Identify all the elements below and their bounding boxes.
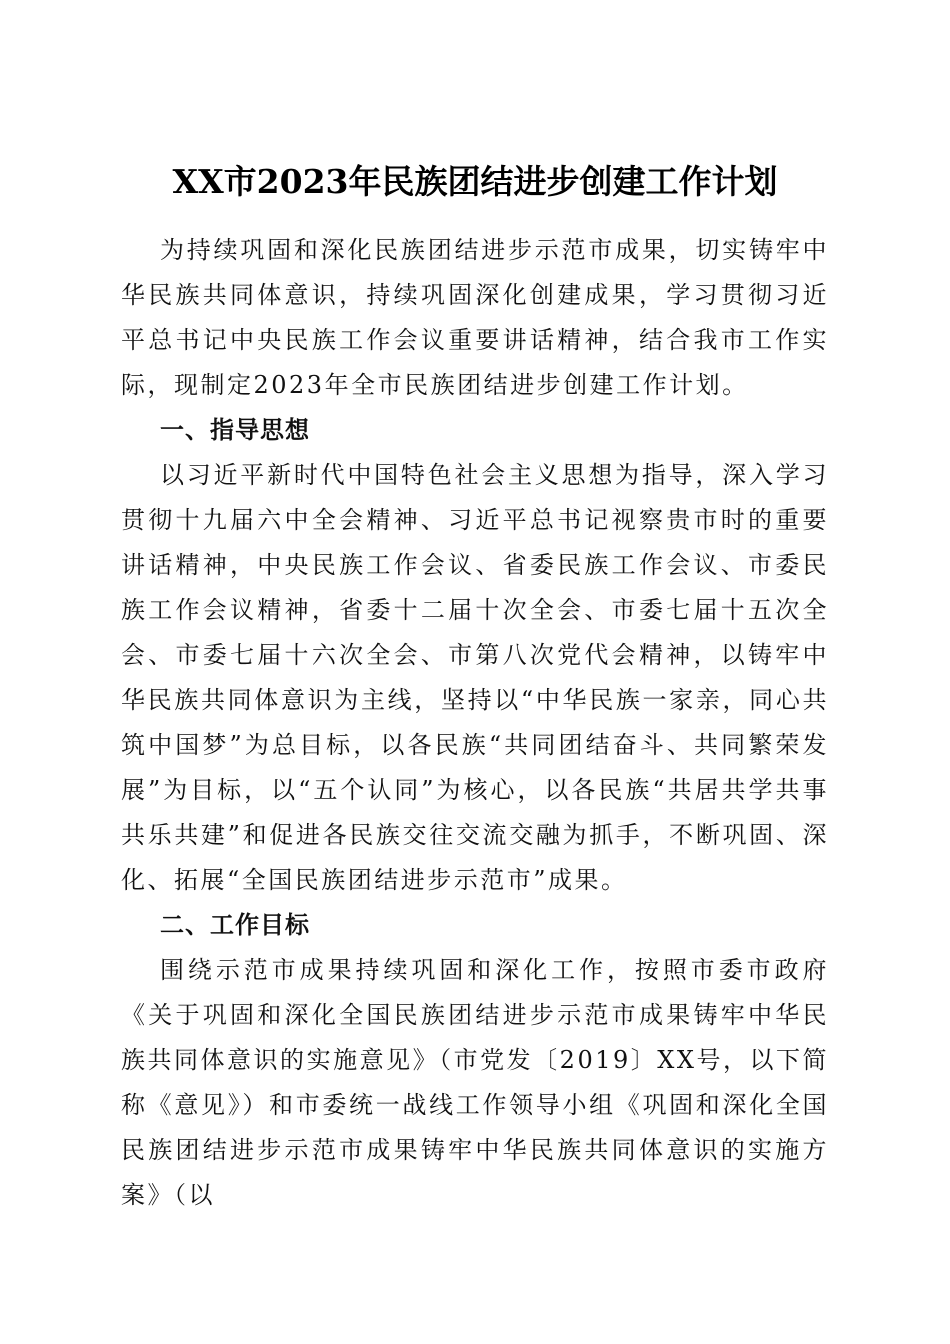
intro-paragraph: 为持续巩固和深化民族团结进步示范市成果，切实铸牢中华民族共同体意识，持续巩固深化创建成果，学习贯彻习近平总书记中央民族工作会议重要讲话精神，结合我市工作实际，现制定2023年全市民族团结进步创建工作计划。 [121, 236, 829, 399]
section-paragraph-work-goals: 围绕示范市成果持续巩固和深化工作，按照市委市政府《关于巩固和深化全国民族团结进步示范市成果铸牢中华民族共同体意识的实施意见》（市党发〔2019〕XX号，以下简称《意见》）和市委统一战线工作领导小组《巩固和深化全国民族团结进步示范市成果铸牢中华民族共同体意识的实施方案》（以 [121, 956, 829, 1209]
document-body [121, 228, 829, 1218]
section-paragraph-guiding-ideology: 以习近平新时代中国特色社会主义思想为指导，深入学习贯彻十九届六中全会精神、习近平总书记视察贵市时的重要讲话精神，中央民族工作会议、省委民族工作会议、市委民族工作会议精神，省委十二届十次全会、市委七届十五次全会、市委七届十六次全会、市第八次党代会精神，以铸牢中华民族共同体意识为主线，坚持以“中华民族一家亲，同心共筑中国梦”为总目标，以各民族“共同团结奋斗、共同繁荣发展”为目标，以“五个认同”为核心，以各民族“共居共学共事共乐共建”和促进各民族交往交流交融为抓手，不断巩固、深化、拓展“全国民族团结进步示范市”成果。 [121, 461, 829, 894]
section-heading-work-goals: 二、工作目标 [160, 911, 310, 939]
section-heading-guiding-ideology: 一、指导思想 [160, 416, 310, 444]
page-title: XX市2023年民族团结进步创建工作计划 [172, 162, 778, 202]
